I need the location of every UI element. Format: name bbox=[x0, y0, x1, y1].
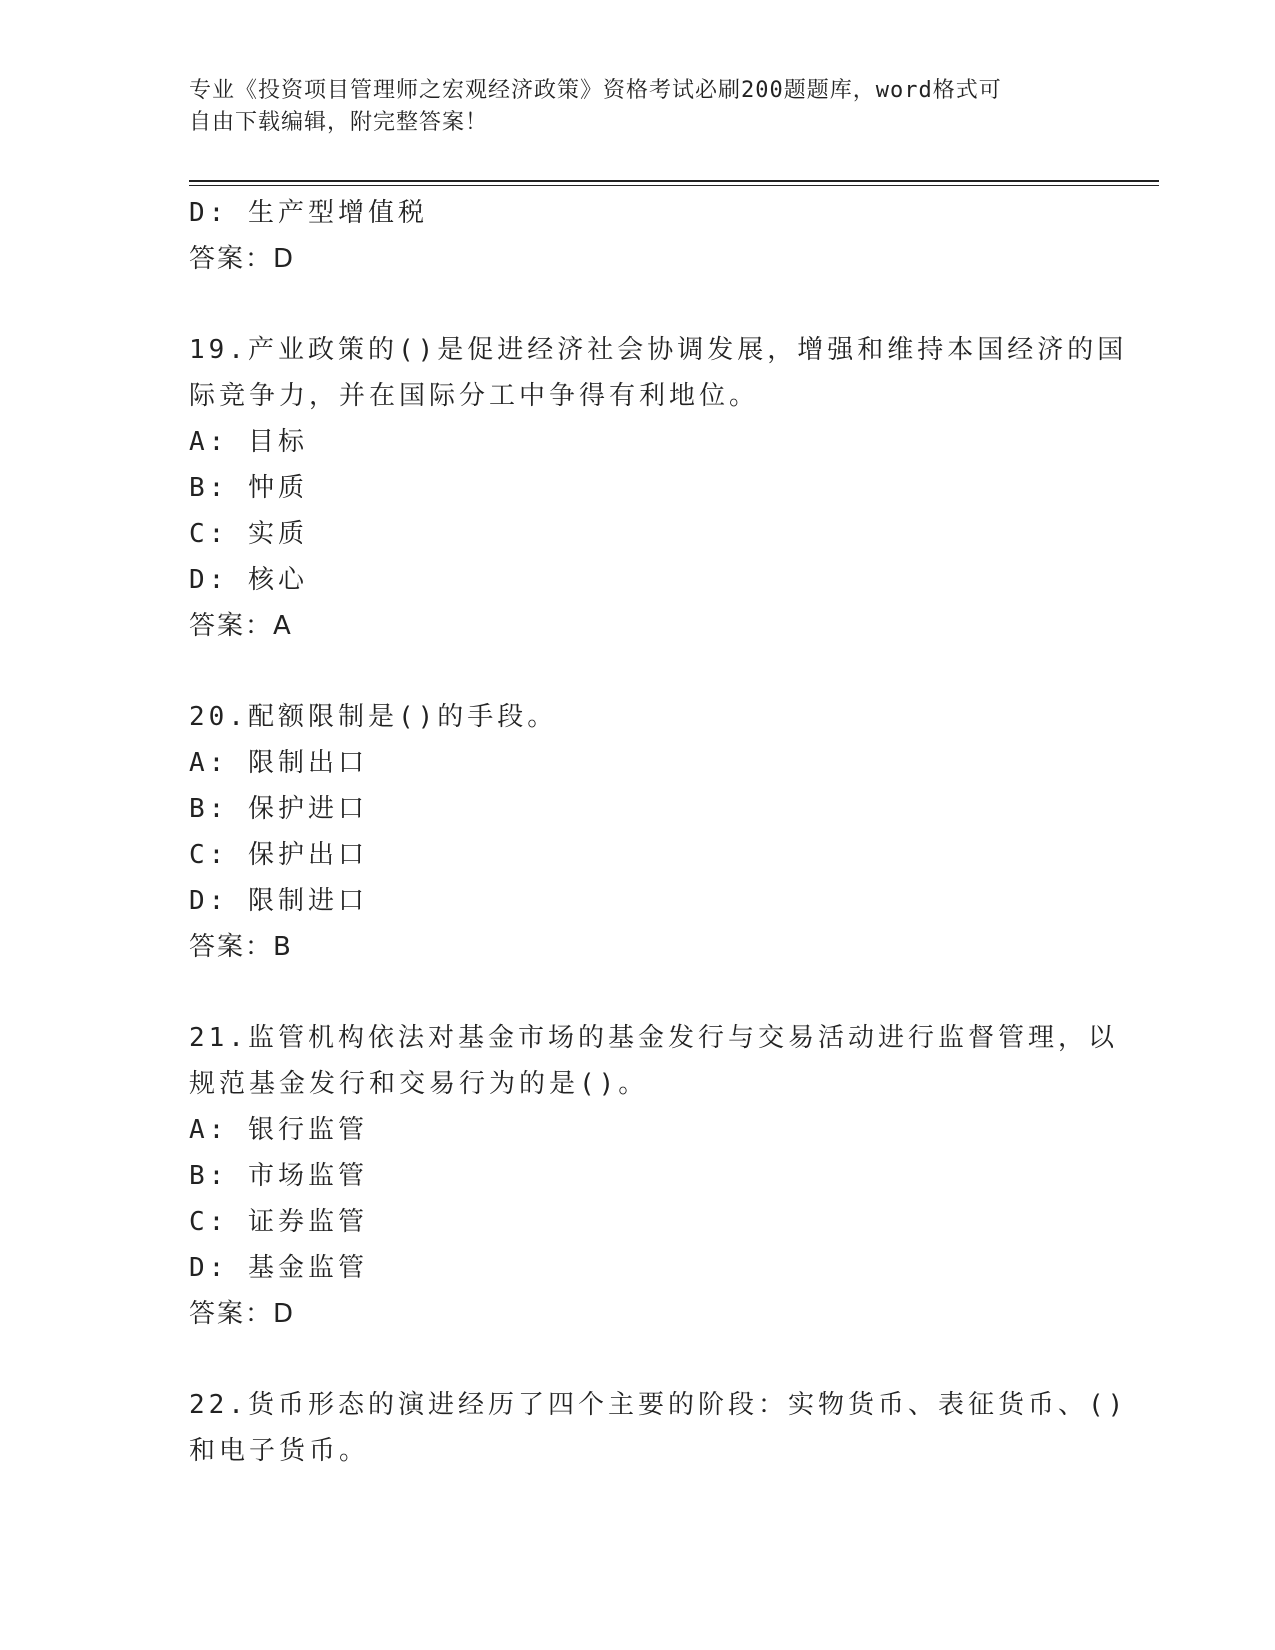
question-text bbox=[189, 1015, 1118, 1107]
question-text bbox=[189, 694, 1089, 740]
question-text-line: 和电子货币。 bbox=[189, 1436, 370, 1466]
answer-line: 答案：A bbox=[189, 611, 293, 641]
document-body bbox=[189, 190, 1128, 1474]
header-line-1: 专业《投资项目管理师之宏观经济政策》资格考试必刷200题题库，word格式可 bbox=[189, 78, 1002, 103]
option-c: C: 证券监管 bbox=[189, 1207, 368, 1237]
option-d: D: 限制进口 bbox=[189, 886, 368, 916]
option-c: C: 实质 bbox=[189, 519, 308, 549]
option-a: A: 限制出口 bbox=[189, 748, 368, 778]
answer-line: 答案：B bbox=[189, 932, 293, 962]
question-text bbox=[189, 1382, 1128, 1474]
question-text bbox=[189, 327, 1128, 419]
partial-question-block bbox=[189, 190, 1089, 282]
question-22 bbox=[189, 1382, 1128, 1474]
option-a: A: 目标 bbox=[189, 427, 308, 457]
document-header bbox=[189, 75, 1089, 139]
question-19 bbox=[189, 327, 1128, 649]
option-d: D: 核心 bbox=[189, 565, 308, 595]
question-text-line: 20.配额限制是()的手段。 bbox=[189, 702, 558, 732]
option-b: B: 市场监管 bbox=[189, 1161, 368, 1191]
option-a: A: 银行监管 bbox=[189, 1115, 368, 1145]
option-b: B: 忡质 bbox=[189, 473, 308, 503]
header-rule-thick bbox=[189, 180, 1159, 182]
answer-line: 答案：D bbox=[189, 1299, 296, 1329]
question-text-line: 22.货币形态的演进经历了四个主要的阶段：实物货币、表征货币、() bbox=[189, 1390, 1128, 1420]
option-b: B: 保护进口 bbox=[189, 794, 368, 824]
option-d: D: 生产型增值税 bbox=[189, 198, 428, 228]
question-text-line: 21.监管机构依法对基金市场的基金发行与交易活动进行监督管理，以 bbox=[189, 1023, 1118, 1053]
option-c: C: 保护出口 bbox=[189, 840, 368, 870]
header-rule-thin bbox=[189, 185, 1159, 186]
option-d: D: 基金监管 bbox=[189, 1253, 368, 1283]
question-20 bbox=[189, 694, 1089, 970]
header-line-2: 自由下载编辑，附完整答案！ bbox=[189, 110, 489, 135]
question-text-line: 际竞争力，并在国际分工中争得有利地位。 bbox=[189, 381, 760, 411]
question-text-line: 规范基金发行和交易行为的是()。 bbox=[189, 1069, 649, 1099]
question-text-line: 19.产业政策的()是促进经济社会协调发展，增强和维持本国经济的国 bbox=[189, 335, 1128, 365]
question-21 bbox=[189, 1015, 1118, 1337]
answer-line: 答案：D bbox=[189, 244, 296, 274]
